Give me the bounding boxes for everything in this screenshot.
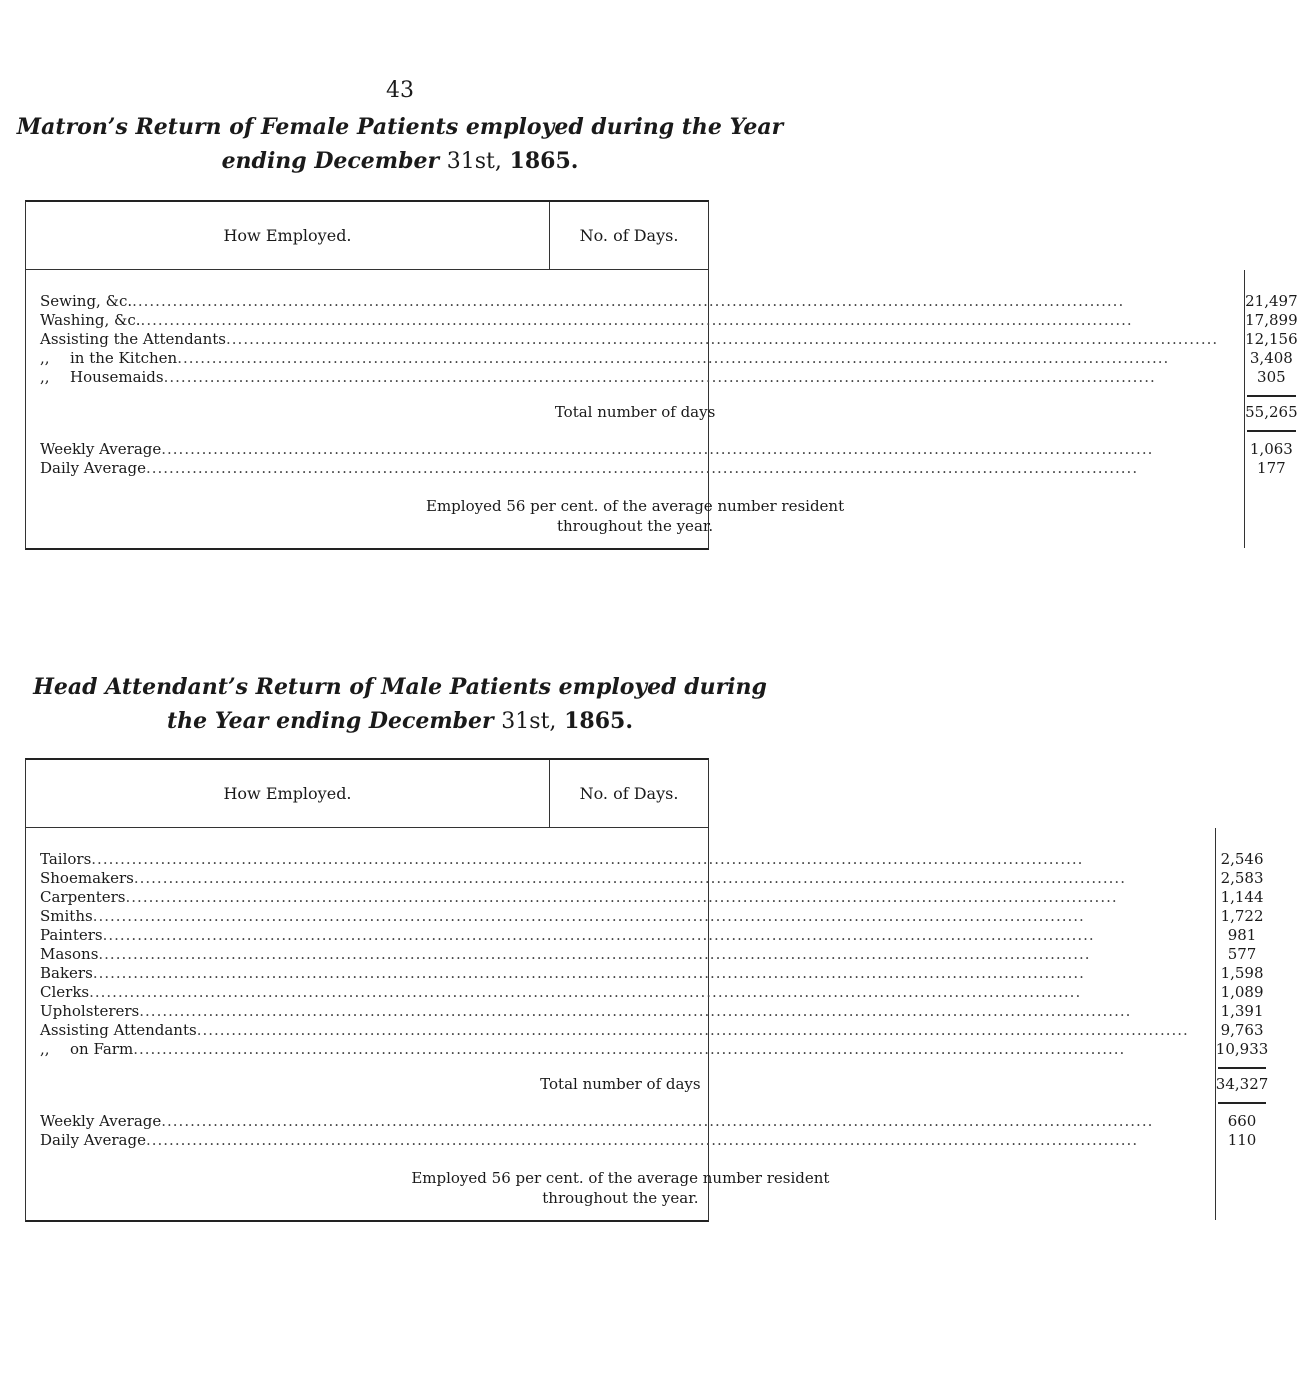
male-item-leader-dots: [134, 869, 1189, 888]
female-item-value: 305: [1257, 368, 1286, 386]
male-item-label: Tailors: [40, 850, 92, 868]
male-weekly-value: 660: [1227, 1112, 1257, 1130]
spacer: [26, 536, 1244, 548]
male-item-label: on Farm: [70, 1040, 134, 1058]
male-item-row: [26, 869, 1215, 888]
female-total-label: Total number of days: [554, 403, 716, 421]
spacer: [26, 422, 1244, 440]
spacer: [26, 1150, 1215, 1168]
male-header-no-of-days: No. of Days.: [549, 760, 708, 827]
female-employment-table: [25, 200, 1298, 550]
male-table-title: [0, 670, 800, 739]
male-item-value: 1,598: [1220, 964, 1264, 982]
female-item-leader-dots: [141, 311, 1219, 330]
male-item-value: 2,583: [1220, 869, 1264, 887]
male-item-row: [26, 850, 1215, 869]
male-item-leader-dots: [91, 850, 1189, 869]
male-item-label: Shoemakers: [40, 869, 134, 887]
female-total-value: 55,265: [1245, 403, 1298, 421]
male-daily-leader-dots: [146, 1131, 1189, 1150]
male-daily-value: 110: [1227, 1131, 1257, 1149]
male-table-header: [26, 760, 708, 828]
female-item-leader-dots: [226, 330, 1218, 349]
female-title-line2: [0, 144, 800, 179]
female-item-label: Washing, &c.: [40, 311, 141, 329]
male-item-leader-dots: [93, 964, 1189, 983]
male-item-row: [26, 907, 1215, 926]
male-item-label: Clerks: [40, 983, 90, 1001]
male-weekly-leader-dots: [161, 1112, 1189, 1131]
male-labels-column: [26, 828, 1215, 1220]
male-weekly-row: [26, 1112, 1215, 1131]
male-item-value: 2,546: [1220, 850, 1264, 868]
male-item-row: [26, 983, 1215, 1002]
female-item-row: [26, 330, 1244, 349]
male-item-row: [26, 1040, 1215, 1059]
spacer: [26, 1094, 1215, 1112]
male-total-value: 34,327: [1215, 1075, 1269, 1093]
female-item-row: [26, 349, 1244, 368]
male-item-value: 1,144: [1220, 888, 1264, 906]
male-title-day: 31st,: [501, 709, 557, 734]
female-daily-leader-dots: [146, 459, 1218, 478]
female-item-value: 17,899: [1245, 311, 1298, 329]
male-table-body: [26, 828, 1269, 1220]
male-item-label: Bakers: [40, 964, 93, 982]
male-note-line2: throughout the year.: [542, 1189, 699, 1207]
female-item-leader-dots: [177, 349, 1218, 368]
female-item-leader-dots: [132, 292, 1218, 311]
male-item-value: 1,722: [1220, 907, 1264, 925]
female-item-row: [26, 368, 1244, 387]
male-item-label: Assisting Attendants: [40, 1021, 197, 1039]
male-employment-note: [26, 1168, 1215, 1208]
female-weekly-value: 1,063: [1249, 440, 1293, 458]
spacer: [1216, 1104, 1269, 1112]
female-title-line2-text: ending December: [221, 148, 440, 174]
male-item-value: 10,933: [1215, 1040, 1269, 1058]
female-item-label: Sewing, &c.: [40, 292, 133, 310]
female-item-row: [26, 311, 1244, 330]
female-note-line1: Employed 56 per cent. of the average number resident: [426, 497, 845, 515]
female-title-year: 1865.: [509, 148, 579, 174]
male-title-line2: [0, 704, 800, 739]
male-item-label: Upholsterers: [40, 1002, 140, 1020]
spacer: [1216, 1059, 1269, 1067]
female-item-value: 3,408: [1249, 349, 1293, 367]
spacer: [1245, 432, 1298, 440]
male-item-value: 1,391: [1220, 1002, 1264, 1020]
female-header-no-of-days: No. of Days.: [549, 202, 708, 269]
male-employment-table: [25, 758, 1269, 1222]
male-item-label: Smiths: [40, 907, 93, 925]
male-item-row: [26, 945, 1215, 964]
male-item-value: 577: [1227, 945, 1257, 963]
male-item-row: [26, 926, 1215, 945]
male-title-year: 1865.: [564, 708, 633, 734]
female-daily-row: [26, 459, 1244, 478]
female-item-label: in the Kitchen: [70, 349, 178, 367]
male-item-row: [26, 964, 1215, 983]
male-total-label: Total number of days: [540, 1075, 701, 1093]
spacer: [1245, 387, 1298, 395]
page-number: 43: [386, 78, 414, 103]
female-employment-note: [26, 496, 1244, 536]
spacer: [1245, 422, 1298, 430]
male-item-label: Carpenters: [40, 888, 126, 906]
male-item-value: 9,763: [1220, 1021, 1264, 1039]
male-title-line1: Head Attendant’s Return of Male Patients employed during: [33, 674, 767, 700]
male-item-label: Painters: [40, 926, 103, 944]
female-labels-column: [26, 270, 1244, 548]
female-table-body: [26, 270, 1298, 548]
male-item-leader-dots: [126, 888, 1189, 907]
spacer: [26, 387, 1244, 403]
male-item-value: 981: [1227, 926, 1257, 944]
female-weekly-label: Weekly Average: [40, 440, 162, 458]
male-item-leader-dots: [197, 1021, 1189, 1040]
male-daily-row: [26, 1131, 1215, 1150]
female-item-row: [26, 292, 1244, 311]
male-item-value: 1,089: [1220, 983, 1264, 1001]
female-item-leader-dots: [164, 368, 1219, 387]
male-item-leader-dots: [103, 926, 1189, 945]
female-table-title: [0, 110, 800, 179]
male-header-how-employed: How Employed.: [223, 784, 352, 803]
female-daily-label: Daily Average: [40, 459, 146, 477]
male-item-row: [26, 1002, 1215, 1021]
spacer: [1216, 1094, 1269, 1102]
female-weekly-row: [26, 440, 1244, 459]
female-header-how-employed: How Employed.: [223, 226, 352, 245]
female-title-line1: Matron’s Return of Female Patients employed during the Year: [16, 114, 784, 140]
female-values-column: [1244, 270, 1298, 548]
male-item-row: [26, 888, 1215, 907]
male-item-leader-dots: [133, 1040, 1189, 1059]
spacer: [26, 478, 1244, 496]
male-item-leader-dots: [89, 983, 1189, 1002]
male-weekly-label: Weekly Average: [40, 1112, 162, 1130]
spacer: [26, 1059, 1215, 1075]
male-item-row: [26, 1021, 1215, 1040]
spacer: [26, 1208, 1215, 1220]
male-values-column: [1215, 828, 1269, 1220]
female-table-header: [26, 202, 708, 270]
female-title-day: 31st,: [446, 149, 502, 174]
male-item-leader-dots: [93, 907, 1189, 926]
male-item-leader-dots: [98, 945, 1188, 964]
female-item-ditto-mark: ,,: [40, 368, 50, 386]
male-item-leader-dots: [139, 1002, 1189, 1021]
male-note-line1: Employed 56 per cent. of the average number resident: [411, 1169, 830, 1187]
male-item-label: Masons: [40, 945, 99, 963]
male-title-line2-text: the Year ending December: [167, 708, 494, 734]
female-item-value: 12,156: [1245, 330, 1298, 348]
female-note-line2: throughout the year.: [556, 517, 714, 535]
male-item-ditto-mark: ,,: [40, 1040, 50, 1058]
female-daily-value: 177: [1257, 459, 1286, 477]
female-item-label: Housemaids: [70, 368, 164, 386]
female-item-value: 21,497: [1245, 292, 1298, 310]
female-weekly-leader-dots: [161, 440, 1218, 459]
female-item-label: Assisting the Attendants: [40, 330, 227, 348]
female-item-ditto-mark: ,,: [40, 349, 50, 367]
male-daily-label: Daily Average: [40, 1131, 146, 1149]
